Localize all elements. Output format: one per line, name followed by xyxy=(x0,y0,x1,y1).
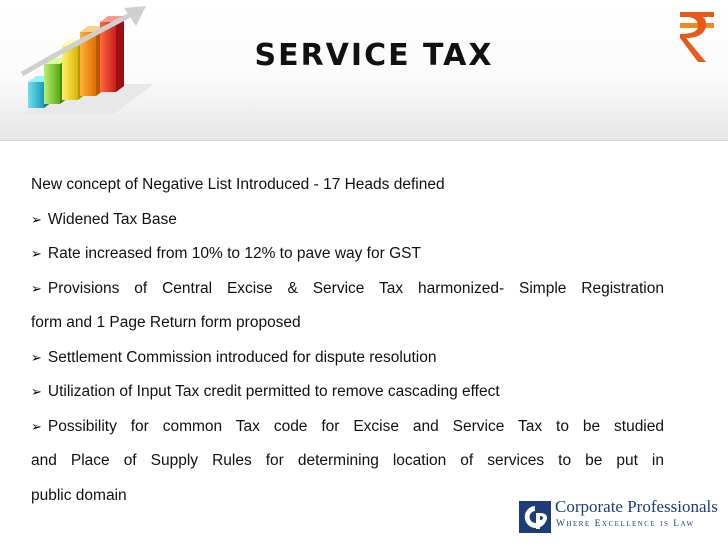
arrow-bullet-icon: ➢ xyxy=(31,418,42,434)
list-item: ➢ Widened Tax Base xyxy=(31,210,177,228)
list-item: ➢ Settlement Commission introduced for dispute resolution xyxy=(31,348,437,366)
corporate-professionals-logo-icon xyxy=(519,501,551,533)
slide-header xyxy=(0,0,728,141)
company-name: Corporate Professionals xyxy=(555,497,718,516)
list-item: ➢ Possibility for common Tax code for Excise and Service Tax to be studied xyxy=(31,417,664,435)
arrow-bullet-icon: ➢ xyxy=(31,349,42,365)
company-tagline: Where Excellence is Law xyxy=(556,519,695,529)
slide-title: SERVICE TAX xyxy=(254,38,494,73)
arrow-bullet-icon: ➢ xyxy=(31,384,42,399)
arrow-bullet-icon: ➢ xyxy=(31,246,42,261)
list-item: ➢ Utilization of Input Tax credit permitted to remove cascading effect xyxy=(31,383,500,400)
rupee-symbol-icon xyxy=(676,8,718,66)
list-item: ➢ Provisions of Central Excise & Service Tax harmonized- Simple Registration xyxy=(31,279,664,297)
list-item-continuation: form and 1 Page Return form proposed xyxy=(31,314,301,331)
company-logo xyxy=(519,497,718,537)
bullet-content xyxy=(31,168,664,513)
intro-text: New concept of Negative List Introduced - 17 Heads defined xyxy=(31,176,445,193)
list-item-continuation: public domain xyxy=(31,486,127,504)
arrow-bullet-icon: ➢ xyxy=(31,211,42,227)
arrow-bullet-icon: ➢ xyxy=(31,280,42,296)
list-item-continuation: and Place of Supply Rules for determining location of services to be put in xyxy=(31,452,664,469)
list-item: ➢ Rate increased from 10% to 12% to pave way for GST xyxy=(31,245,421,262)
